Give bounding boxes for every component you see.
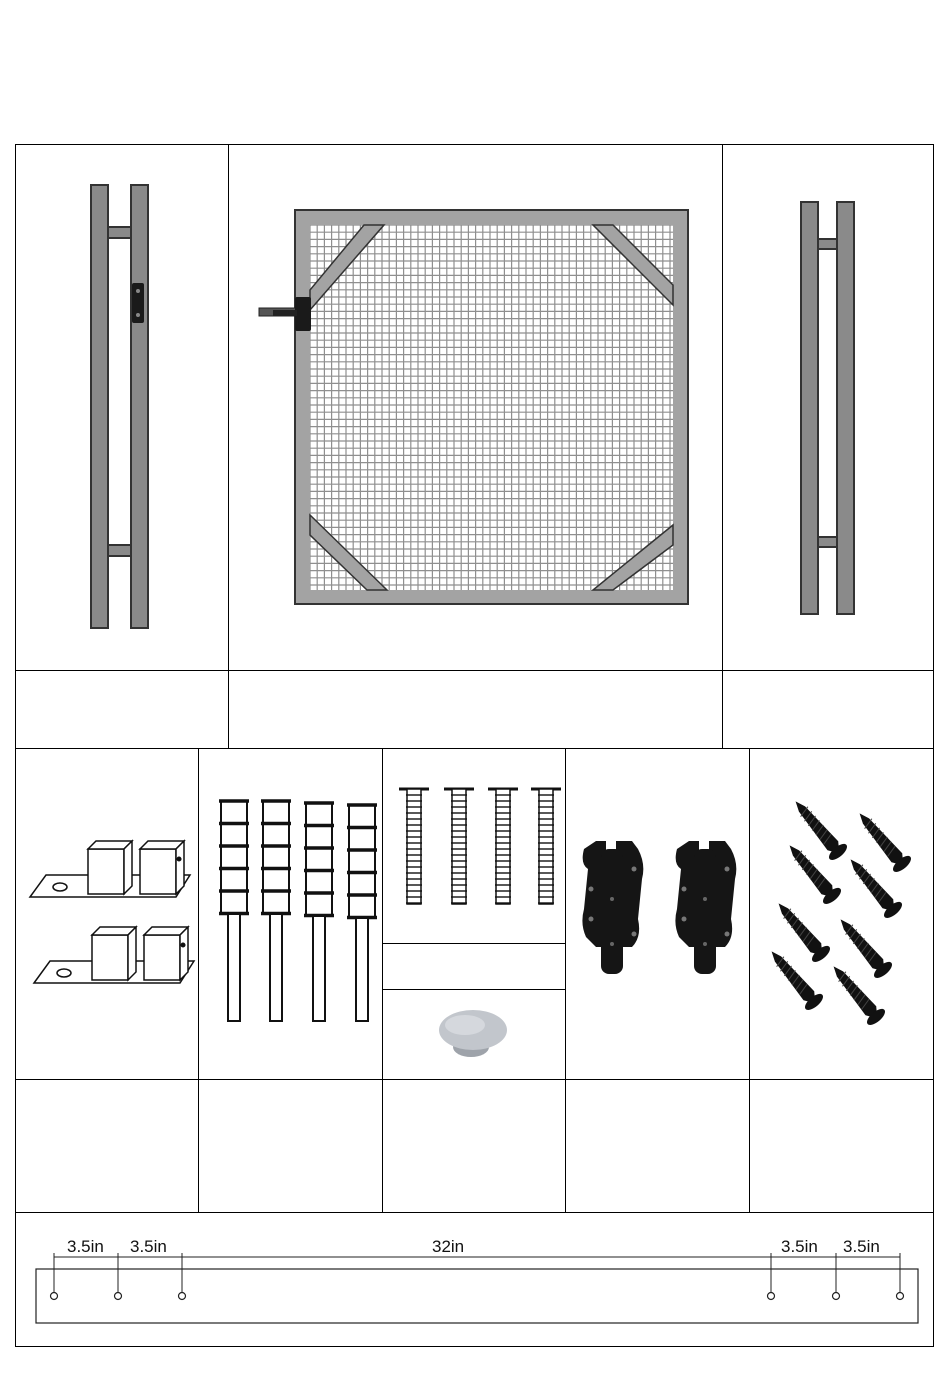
latch-post-icon xyxy=(723,145,933,670)
gate-panel-cell xyxy=(229,145,722,670)
drill-hole xyxy=(768,1293,775,1300)
long-screw xyxy=(770,896,832,965)
post-cap-label-cell xyxy=(383,1080,565,1212)
latch-post-cell xyxy=(723,145,933,670)
dimension-label-5: 3.5in xyxy=(843,1237,880,1256)
dimension-label-3: 32in xyxy=(432,1237,465,1256)
short-screw xyxy=(444,789,474,904)
drilling-template-cell xyxy=(16,1213,933,1346)
long-screw xyxy=(851,806,913,875)
drill-hole xyxy=(897,1293,904,1300)
hinge-post-label-cell xyxy=(16,671,228,748)
ground-stakes-label-cell xyxy=(199,1080,382,1212)
long-screws-icon xyxy=(750,749,933,1079)
gate-panel-icon xyxy=(229,145,722,670)
long-screw xyxy=(832,912,894,981)
drill-hole xyxy=(115,1293,122,1300)
latch-post-label-cell xyxy=(723,671,933,748)
short-screws-label-cell xyxy=(383,944,565,989)
post-brackets-cell xyxy=(16,749,198,1079)
short-screw xyxy=(488,789,518,904)
long-screws-cell xyxy=(750,749,933,1079)
ground-stake xyxy=(347,805,377,1021)
drill-hole xyxy=(833,1293,840,1300)
post-cap-cell xyxy=(383,990,565,1079)
post-brackets-label-cell xyxy=(16,1080,198,1212)
drilling-template-diagram xyxy=(16,1213,933,1346)
hinge-post-icon xyxy=(16,145,228,670)
dimension-label-1: 3.5in xyxy=(67,1237,104,1256)
ground-stakes-icon xyxy=(199,749,382,1079)
hinge-post-cell xyxy=(16,145,228,670)
short-screws-cell xyxy=(383,749,565,943)
self-closing-hinges-icon xyxy=(566,749,749,1079)
self-closing-hinges-cell xyxy=(566,749,749,1079)
dimension-label-2: 3.5in xyxy=(130,1237,167,1256)
short-screw xyxy=(399,789,429,904)
long-screws-label-cell xyxy=(750,1080,933,1212)
hinges-label-cell xyxy=(566,1080,749,1212)
drill-hole xyxy=(179,1293,186,1300)
ground-stakes-cell xyxy=(199,749,382,1079)
short-screw xyxy=(531,789,561,904)
dimension-label-4: 3.5in xyxy=(781,1237,818,1256)
gate-panel-label-cell xyxy=(229,671,722,748)
post-cap-icon xyxy=(383,990,565,1079)
short-screws-icon xyxy=(383,749,565,943)
ground-stake xyxy=(219,801,249,1021)
post-brackets-icon xyxy=(16,749,198,1079)
ground-stake xyxy=(304,803,334,1021)
drill-hole xyxy=(51,1293,58,1300)
ground-stake xyxy=(261,801,291,1021)
